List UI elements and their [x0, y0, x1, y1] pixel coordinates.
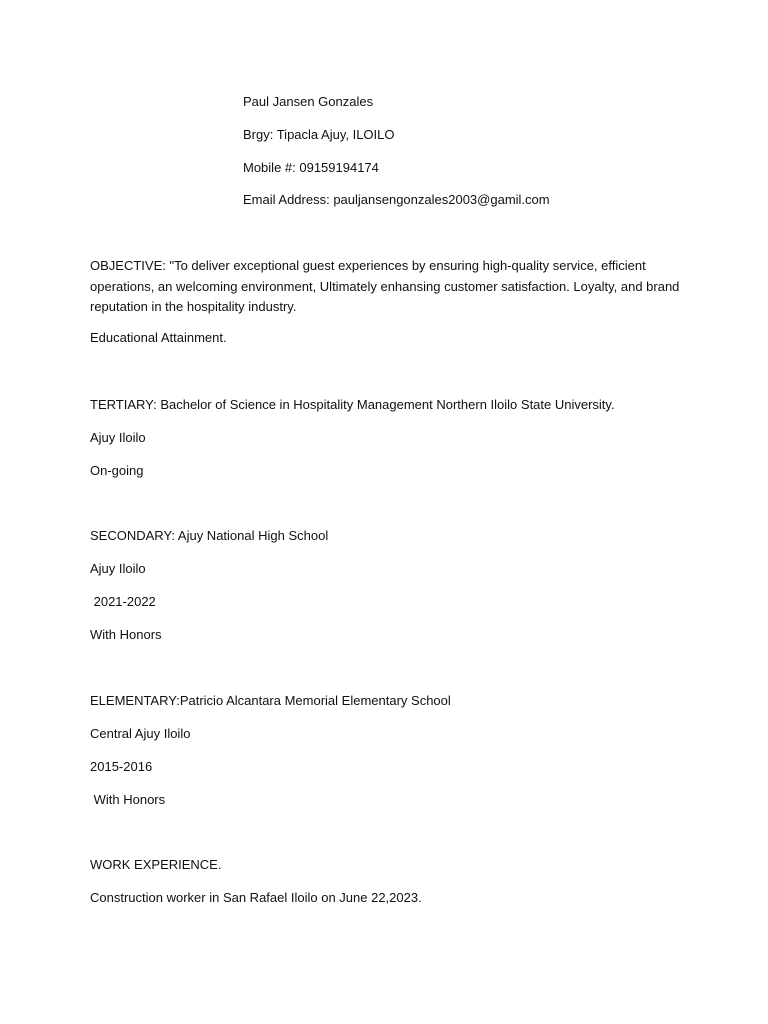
education-heading: Educational Attainment.	[90, 330, 227, 345]
secondary-years: 2021-2022	[90, 594, 156, 609]
tertiary-status: On-going	[90, 463, 144, 478]
elementary-honors: With Honors	[90, 792, 166, 807]
applicant-email: Email Address: pauljansengonzales2003@gamil.com	[243, 192, 550, 207]
objective-paragraph: OBJECTIVE: "To deliver exceptional guest experiences by ensuring high-quality service, efficient operations, an welcoming environment, Ultimately enhansing customer satisfaction. Loyalty, and brand reputation in the hospitality industry.	[90, 258, 680, 314]
secondary-school: SECONDARY: Ajuy National High School	[90, 528, 329, 543]
applicant-name: Paul Jansen Gonzales	[243, 94, 374, 109]
work-experience-item: Construction worker in San Rafael Iloilo on June 22,2023.	[90, 890, 422, 905]
tertiary-location: Ajuy Iloilo	[90, 430, 146, 445]
secondary-honors: With Honors	[90, 627, 162, 642]
elementary-location: Central Ajuy Iloilo	[90, 726, 191, 741]
elementary-years: 2015-2016	[90, 759, 153, 774]
elementary-school: ELEMENTARY:Patricio Alcantara Memorial Elementary School	[90, 693, 451, 708]
tertiary-school: TERTIARY: Bachelor of Science in Hospitality Management Northern Iloilo State University.	[90, 397, 615, 412]
applicant-address: Brgy: Tipacla Ajuy, ILOILO	[243, 127, 395, 142]
applicant-mobile: Mobile #: 09159194174	[243, 160, 379, 175]
secondary-location: Ajuy Iloilo	[90, 561, 146, 576]
work-experience-heading: WORK EXPERIENCE.	[90, 857, 222, 872]
